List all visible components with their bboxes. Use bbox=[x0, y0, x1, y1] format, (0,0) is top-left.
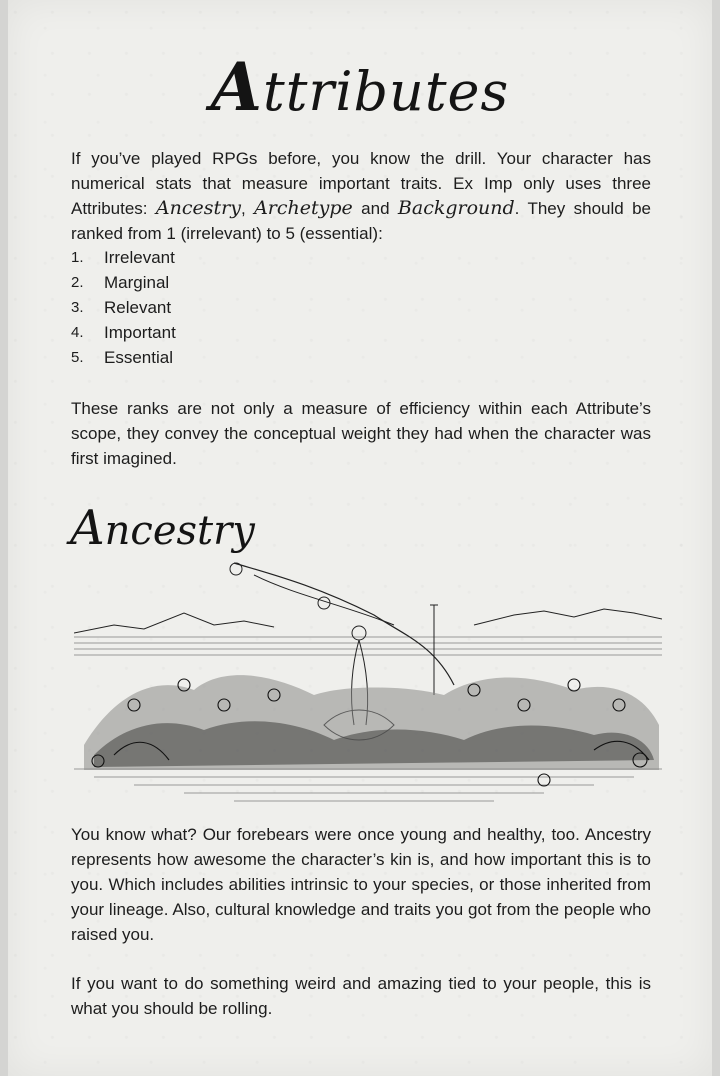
intro-text-1: If you’ve played RPGs before, you know the drill. Your character has numerical stats that measure important traits. Ex Imp only uses three Attributes: bbox=[71, 149, 651, 218]
list-item bbox=[71, 345, 176, 370]
list-label: Important bbox=[104, 323, 176, 342]
ancestry-description: You know what? Our forebears were once young and healthy, too. Ancestry represents how awesome the character’s kin is, and how important this is to you. Which includes abilities intrinsic to your species, or those inherited from your lineage. Also, cultural knowledge and traits you got from the people who raised you. bbox=[71, 825, 651, 944]
mountains-right bbox=[474, 609, 662, 625]
title-rest: ttributes bbox=[263, 60, 510, 123]
attribute-archetype: Archetype bbox=[254, 197, 353, 219]
list-item bbox=[71, 295, 176, 320]
title-initial: A bbox=[210, 48, 263, 126]
cherub-head bbox=[230, 563, 242, 575]
drapery-fold bbox=[254, 575, 394, 625]
intro-text-2: . They should be ranked from 1 (irrelevant) to 5 (essential): bbox=[71, 199, 652, 243]
page-title bbox=[8, 48, 712, 126]
list-item bbox=[71, 320, 176, 345]
ranks-explanation: These ranks are not only a measure of efficiency within each Attribute’s scope, they convey the conceptual weight they had when the character was first imagined. bbox=[71, 399, 651, 468]
intro-sep-1: , bbox=[240, 199, 255, 218]
page bbox=[8, 0, 712, 1076]
sea-procession-illustration bbox=[74, 555, 662, 813]
list-number: 4. bbox=[71, 324, 84, 341]
heading-initial: A bbox=[70, 500, 105, 556]
intro-sep-2: and bbox=[352, 199, 398, 218]
ancestry-rolling-tip: If you want to do something weird and amazing tied to your people, this is what you should be rolling. bbox=[71, 974, 651, 1018]
attribute-background: Background bbox=[397, 197, 515, 219]
trident bbox=[430, 605, 438, 695]
list-number: 5. bbox=[71, 349, 84, 366]
list-label: Marginal bbox=[104, 273, 170, 292]
heading-rest: ncestry bbox=[104, 508, 255, 554]
mountains-left bbox=[74, 613, 274, 633]
list-item bbox=[71, 245, 176, 270]
central-figure-head bbox=[352, 626, 366, 640]
list-number: 1. bbox=[71, 249, 84, 266]
attribute-ancestry: Ancestry bbox=[155, 197, 241, 219]
section-heading-ancestry bbox=[70, 500, 255, 556]
rank-list bbox=[71, 245, 176, 370]
list-number: 3. bbox=[71, 299, 84, 316]
list-number: 2. bbox=[71, 274, 84, 291]
crowd bbox=[84, 675, 659, 770]
list-item bbox=[71, 270, 176, 295]
list-label: Essential bbox=[104, 348, 173, 367]
intro-paragraph bbox=[71, 146, 651, 246]
list-label: Relevant bbox=[104, 298, 172, 317]
list-label: Irrelevant bbox=[104, 248, 175, 267]
